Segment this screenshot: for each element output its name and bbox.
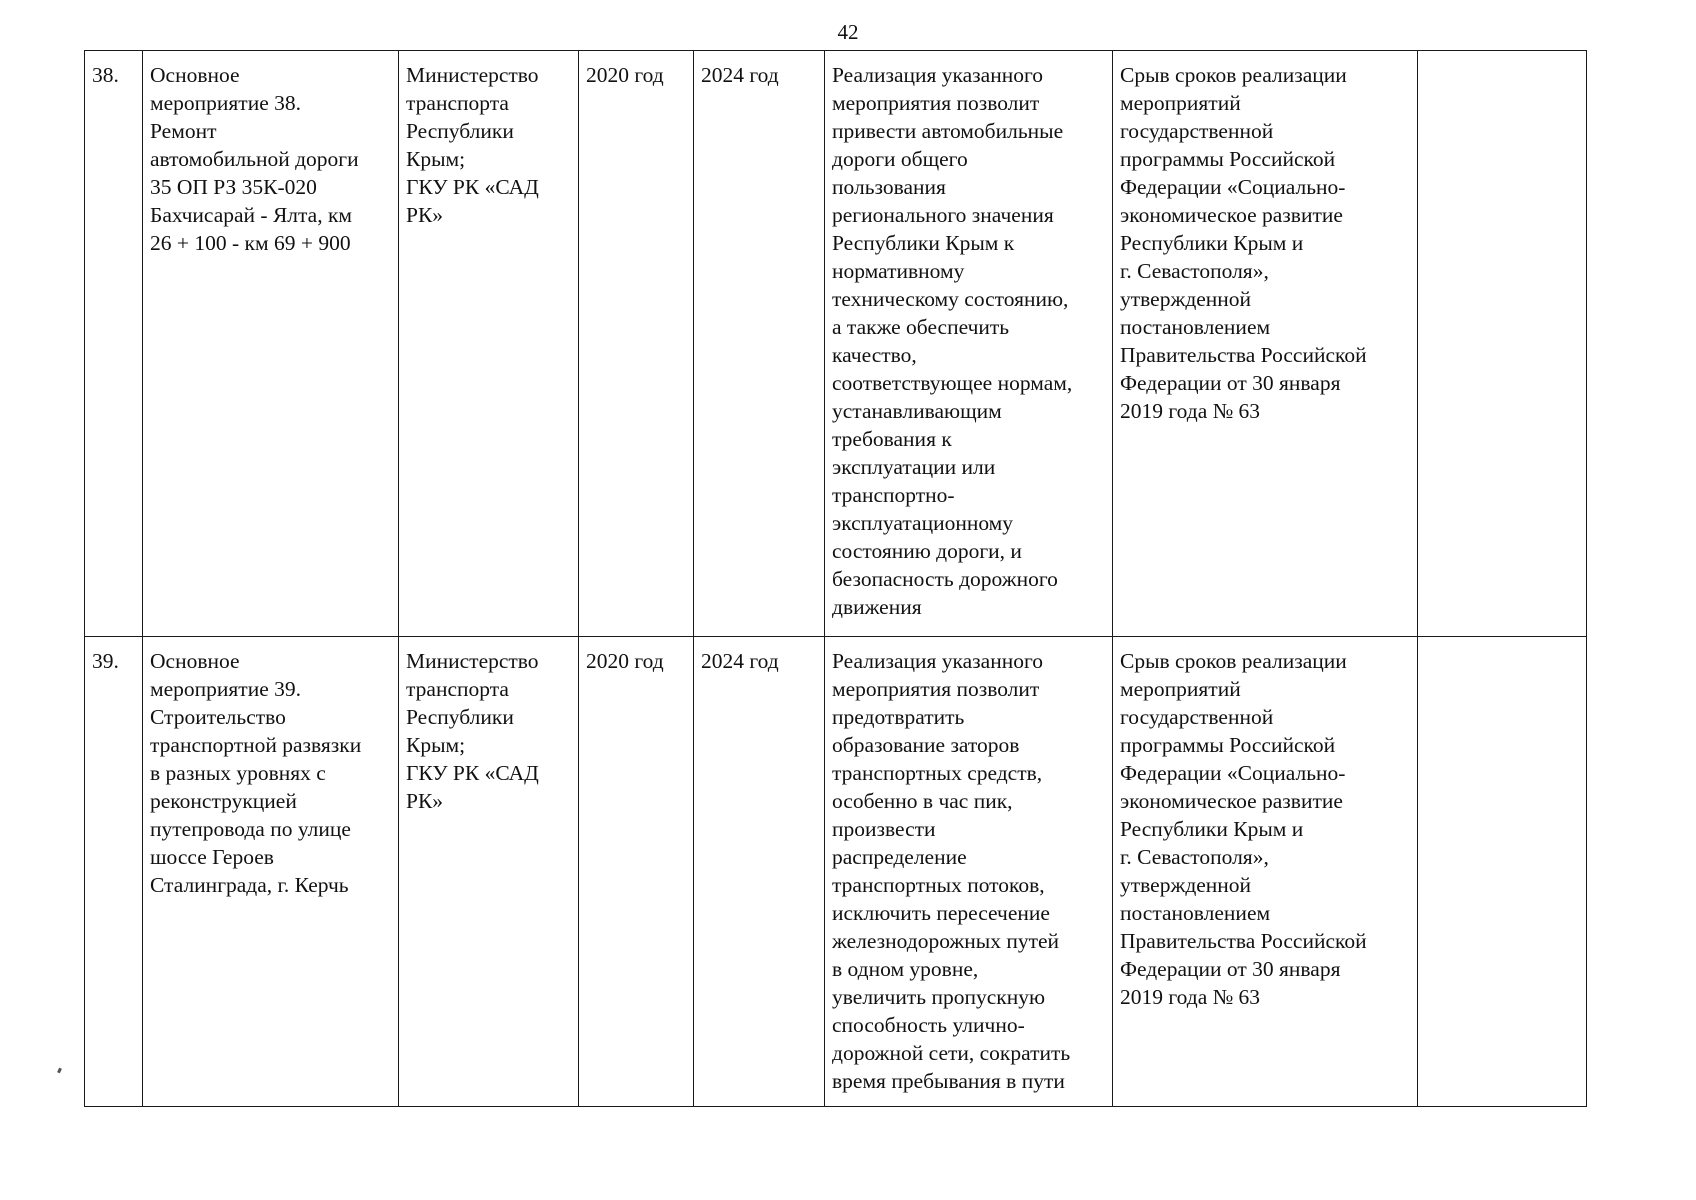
consequences-cell: Срыв сроков реализации мероприятий государственной программы Российской Федерации «Социально- экономическое развитие Республики Крым и г. Севастополя», утвержденной постановлением Правительства Российской Федерации от 30 января 2019 года № 63: [1113, 51, 1418, 637]
scan-artifact: [57, 1068, 62, 1074]
row-number-cell: 38.: [85, 51, 143, 637]
end-year-cell: 2024 год: [694, 51, 825, 637]
table-row: [85, 51, 1587, 637]
measures-table: [84, 50, 1587, 1107]
consequences-cell: Срыв сроков реализации мероприятий государственной программы Российской Федерации «Социально- экономическое развитие Республики Крым и г. Севастополя», утвержденной постановлением Правительства Российской Федерации от 30 января 2019 года № 63: [1113, 637, 1418, 1107]
event-cell: Основное мероприятие 38. Ремонт автомобильной дороги 35 ОП РЗ 35К-020 Бахчисарай - Ялта, км 26 + 100 - км 69 + 900: [143, 51, 399, 637]
executor-cell: Министерство транспорта Республики Крым; ГКУ РК «САД РК»: [399, 637, 579, 1107]
start-year-cell: 2020 год: [579, 637, 694, 1107]
end-year-cell: 2024 год: [694, 637, 825, 1107]
row-number-cell: 39.: [85, 637, 143, 1107]
start-year-cell: 2020 год: [579, 51, 694, 637]
event-cell: Основное мероприятие 39. Строительство транспортной развязки в разных уровнях с реконструкцией путепровода по улице шоссе Героев Сталинграда, г. Керчь: [143, 637, 399, 1107]
expected-result-cell: Реализация указанного мероприятия позволит предотвратить образование заторов транспортных средств, особенно в час пик, произвести распределение транспортных потоков, исключить пересечение железнодорожных путей в одном уровне, увеличить пропускную способность улично- дорожной сети, сократить время пребывания в пути: [825, 637, 1113, 1107]
link-cell: [1418, 51, 1587, 637]
table-row: [85, 637, 1587, 1107]
executor-cell: Министерство транспорта Республики Крым; ГКУ РК «САД РК»: [399, 51, 579, 637]
expected-result-cell: Реализация указанного мероприятия позволит привести автомобильные дороги общего пользования регионального значения Республики Крым к нормативному техническому состоянию, а также обеспечить качество, соответствующее нормам, устанавливающим требования к эксплуатации или транспортно- эксплуатационному состоянию дороги, и безопасность дорожного движения: [825, 51, 1113, 637]
page-number: 42: [837, 20, 859, 44]
link-cell: [1418, 637, 1587, 1107]
